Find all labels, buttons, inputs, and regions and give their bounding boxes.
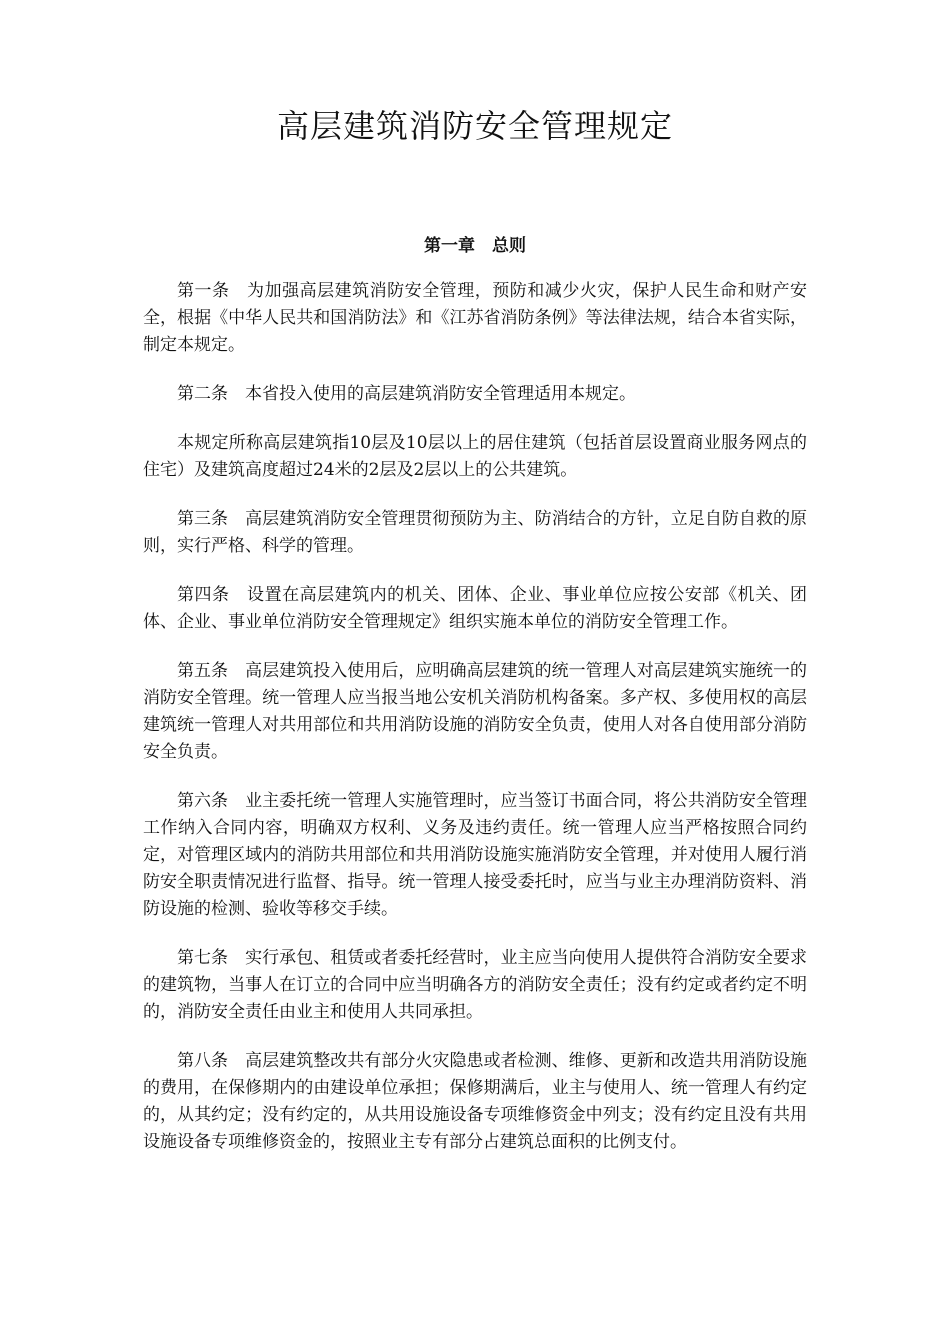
article-5: 第五条 高层建筑投入使用后，应明确高层建筑的统一管理人对高层建筑实施统一的消防安全管理。统一管理人应当报当地公安机关消防机构备案。多产权、多使用权的高层建筑统一管理人对共用部位和共用消防设施的消防安全负责，使用人对各自使用部分消防安全负责。	[143, 661, 807, 762]
article-2-definition: 本规定所称高层建筑指10层及10层以上的居住建筑（包括首层设置商业服务网点的住宅）及建筑高度超过24米的2层及2层以上的公共建筑。	[143, 433, 807, 480]
article-3: 第三条 高层建筑消防安全管理贯彻预防为主、防消结合的方针，立足自防自救的原则，实行严格、科学的管理。	[143, 509, 807, 556]
article-6: 第六条 业主委托统一管理人实施管理时，应当签订书面合同，将公共消防安全管理工作纳入合同内容，明确双方权利、义务及违约责任。统一管理人应当严格按照合同约定，对管理区域内的消防共用部位和共用消防设施实施消防安全管理，并对使用人履行消防安全职责情况进行监督、指导。统一管理人接受委托时，应当与业主办理消防资料、消防设施的检测、验收等移交手续。	[143, 791, 807, 919]
chapter-heading: 第一章 总则	[424, 236, 526, 256]
document-title: 高层建筑消防安全管理规定	[276, 107, 673, 145]
article-1: 第一条 为加强高层建筑消防安全管理，预防和减少火灾，保护人民生命和财产安全，根据《中华人民共和国消防法》和《江苏省消防条例》等法律法规，结合本省实际，制定本规定。	[143, 281, 807, 355]
article-2: 第二条 本省投入使用的高层建筑消防安全管理适用本规定。	[177, 384, 636, 404]
article-8: 第八条 高层建筑整改共有部分火灾隐患或者检测、维修、更新和改造共用消防设施的费用，在保修期内的由建设单位承担；保修期满后，业主与使用人、统一管理人有约定的，从其约定；没有约定的，从共用设施设备专项维修资金中列支；没有约定且没有共用设施设备专项维修资金的，按照业主专有部分占建筑总面积的比例支付。	[143, 1051, 807, 1152]
article-7: 第七条 实行承包、租赁或者委托经营时，业主应当向使用人提供符合消防安全要求的建筑物，当事人在订立的合同中应当明确各方的消防安全责任；没有约定或者约定不明的，消防安全责任由业主和使用人共同承担。	[143, 948, 807, 1022]
article-4: 第四条 设置在高层建筑内的机关、团体、企业、事业单位应按公安部《机关、团体、企业、事业单位消防安全管理规定》组织实施本单位的消防安全管理工作。	[143, 585, 807, 632]
